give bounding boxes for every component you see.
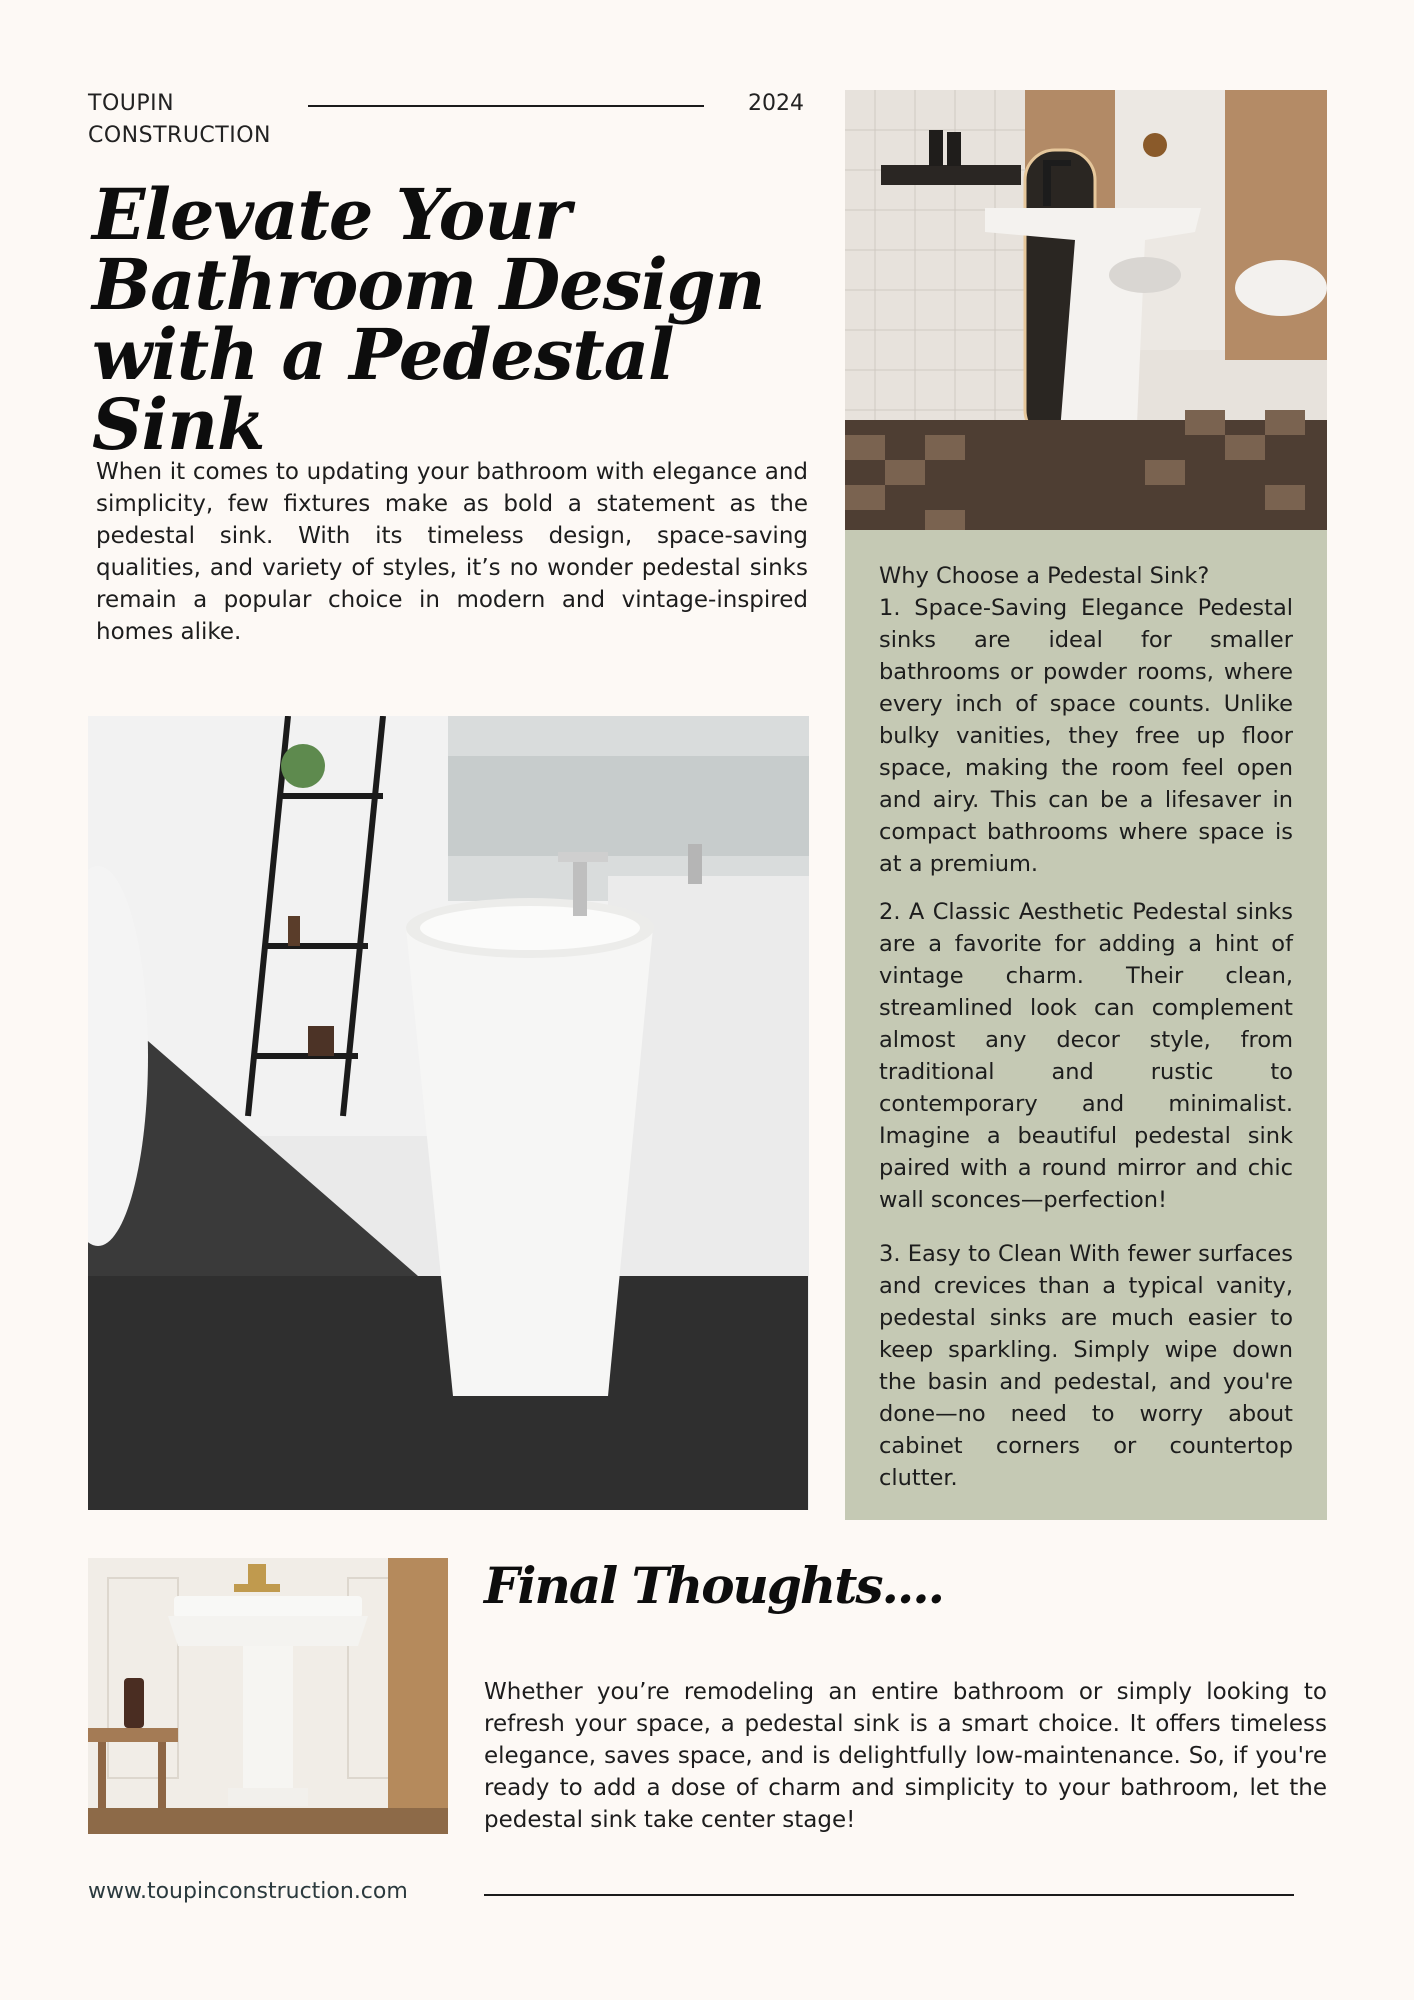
sidebar-text (879, 560, 1293, 1494)
modern-bathroom-photo (845, 90, 1327, 530)
website-url[interactable]: www.toupinconstruction.com (88, 1879, 408, 1904)
intro-paragraph: When it comes to updating your bathroom with elegance and simplicity, few fixtures make as bold a statement as the pedestal sink. With its timeless design, space-saving qualities, and variety of styles, it’s no wonder pedestal sinks remain a popular choice in modern and vintage-inspired homes alike. (96, 459, 808, 645)
title-line-1: Elevate Your (92, 173, 571, 256)
footer-divider (484, 1894, 1294, 1896)
sidebar-point-2: 2. A Classic Aesthetic Pedestal sinks are a favorite for adding a hint of vintage charm. Their clean, streamlined look can complement almost any decor style, from traditional and rustic to contemporary and minimalist. Imagine a beautiful pedestal sink paired with a round mirror and chic wall sconces—perfection! (879, 899, 1293, 1213)
title-line-3: with a Pedestal Sink (92, 313, 674, 466)
brand-line-2: CONSTRUCTION (88, 123, 271, 148)
final-thoughts-paragraph: Whether you’re remodeling an entire bathroom or simply looking to refresh your space, a pedestal sink is a smart choice. It offers timeless elegance, saves space, and is delightfully low-maintenance. So, if you're ready to add a dose of charm and simplicity to your bathroom, let the pedestal sink take center stage! (484, 1679, 1327, 1833)
sidebar-point-1: 1. Space-Saving Elegance Pedestal sinks are ideal for smaller bathrooms or powder rooms, where every inch of space counts. Unlike bulky vanities, they free up floor space, making the room feel open and airy. This can be a lifesaver in compact bathrooms where space is at a premium. (879, 595, 1293, 877)
header-divider (308, 105, 704, 107)
sidebar-point-3: 3. Easy to Clean With fewer surfaces and crevices than a typical vanity, pedestal sinks are much easier to keep sparkling. Simply wipe down the basin and pedestal, and you're done—no need to worry about cabinet corners or countertop clutter. (879, 1241, 1293, 1491)
sidebar-heading: Why Choose a Pedestal Sink? (879, 563, 1210, 589)
classic-sink-photo (88, 1558, 448, 1834)
header-year: 2024 (748, 91, 804, 116)
pedestal-sink-photo (88, 716, 809, 1510)
page-title (92, 173, 812, 466)
brand-line-1: TOUPIN (88, 91, 175, 116)
title-line-2: Bathroom Design (92, 243, 765, 326)
brand-name (88, 88, 271, 152)
final-thoughts-heading: Final Thoughts.... (484, 1556, 944, 1615)
